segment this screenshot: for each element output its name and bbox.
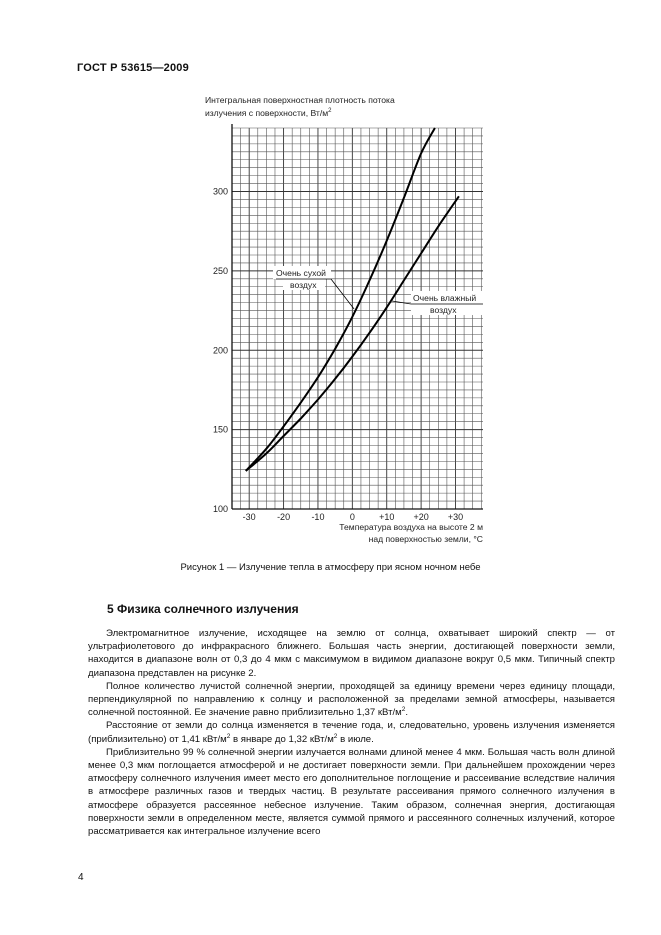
dry-air-curve — [246, 128, 435, 471]
x-tick-label: +30 — [447, 512, 464, 522]
x-axis-label-line1: Температура воздуха на высоте 2 м — [339, 522, 483, 532]
x-tick-label: -20 — [277, 512, 291, 522]
page-number: 4 — [78, 872, 84, 883]
x-axis-label-line2: над поверхностью земли, °С — [368, 534, 483, 544]
paragraph-3: Расстояние от земли до солнца изменяется в течение года, и, следовательно, уровень излучения изменяется (приблизительно) от 1,41 кВт/$м^2$ в январе до 1,32 кВт/$м^2$ в июле. — [88, 720, 615, 745]
chart-title-line1: Интегральная поверхностная плотность потока — [205, 95, 395, 105]
x-axis-ticks — [243, 512, 463, 522]
figure-caption: Рисунок 1 — Излучение тепла в атмосферу при ясном ночном небе — [180, 562, 481, 573]
dry-air-label-line2: воздух — [290, 280, 317, 290]
paragraph-4: Приблизительно 99 % солнечной энергии излучается волнами длиной менее 4 мкм. Большая часть волн длиной менее 0,3 мкм поглощается атмосферой и не достигает поверхности земли. При дальнейшем прохождении через атмосферу солнечного излучения имеет место его дополнительное поглощение и рассеивание вследствие наличия в атмосфере различных газов и твердых частиц. В результате рассеивания прямого солнечного излучения в атмосфере образуется рассеянное небесное излучение. Таким образом, солнечная энергия, достигающая поверхности земли в определенном месте, является суммой прямого и рассеянного солнечных излучений, которое рассматривается как интегральное излучение всего — [88, 746, 615, 838]
dry-air-label-line1: Очень сухой — [276, 268, 326, 278]
chart-title-line2: излучения с поверхности, $Вт/м^2$ — [205, 108, 332, 118]
humid-air-label-line1: Очень влажный — [413, 293, 477, 303]
y-tick-label: 150 — [212, 424, 228, 435]
x-tick-label: 0 — [349, 512, 355, 522]
y-tick-label: 300 — [212, 186, 228, 197]
chart-labels — [273, 266, 485, 315]
humid-air-label-line2: воздух — [430, 305, 457, 315]
document-header: ГОСТ Р 53615—2009 — [77, 62, 189, 74]
x-tick-label: +20 — [413, 512, 429, 522]
paragraph-1: Электромагнитное излучение, исходящее на землю от солнца, охватывает широкий спектр — от ультрафиолетового до инфракрасного ближнего. Большая часть энергии, достигающей поверхности земли, находится в диапазоне волн от 0,3 до 4 мкм с максимумом в видимом диапазоне вокруг 0,5 мкм. Типичный спектр диапазона представлен на рисунке 2. — [88, 628, 615, 679]
body-text — [88, 627, 615, 838]
y-tick-label: 200 — [212, 345, 228, 356]
y-tick-label: 100 — [212, 504, 228, 514]
y-tick-label: 250 — [212, 265, 228, 276]
x-tick-label: -10 — [311, 512, 325, 522]
x-tick-label: -30 — [242, 512, 256, 522]
chart-grid — [232, 128, 483, 509]
x-tick-label: +10 — [379, 512, 395, 522]
section-title: 5 Физика солнечного излучения — [107, 602, 299, 616]
dry-leader-line — [331, 279, 354, 309]
paragraph-2: Полное количество лучистой солнечной энергии, проходящей за единицу времени через единицу площади, перпендикулярной по направлению к солнцу и расположенной за пределами земной атмосферы, называется солнечной постоянной. Ее значение равно приблизительно 1,37 кВт/$м^2$. — [88, 680, 615, 719]
y-axis-ticks — [213, 187, 228, 515]
